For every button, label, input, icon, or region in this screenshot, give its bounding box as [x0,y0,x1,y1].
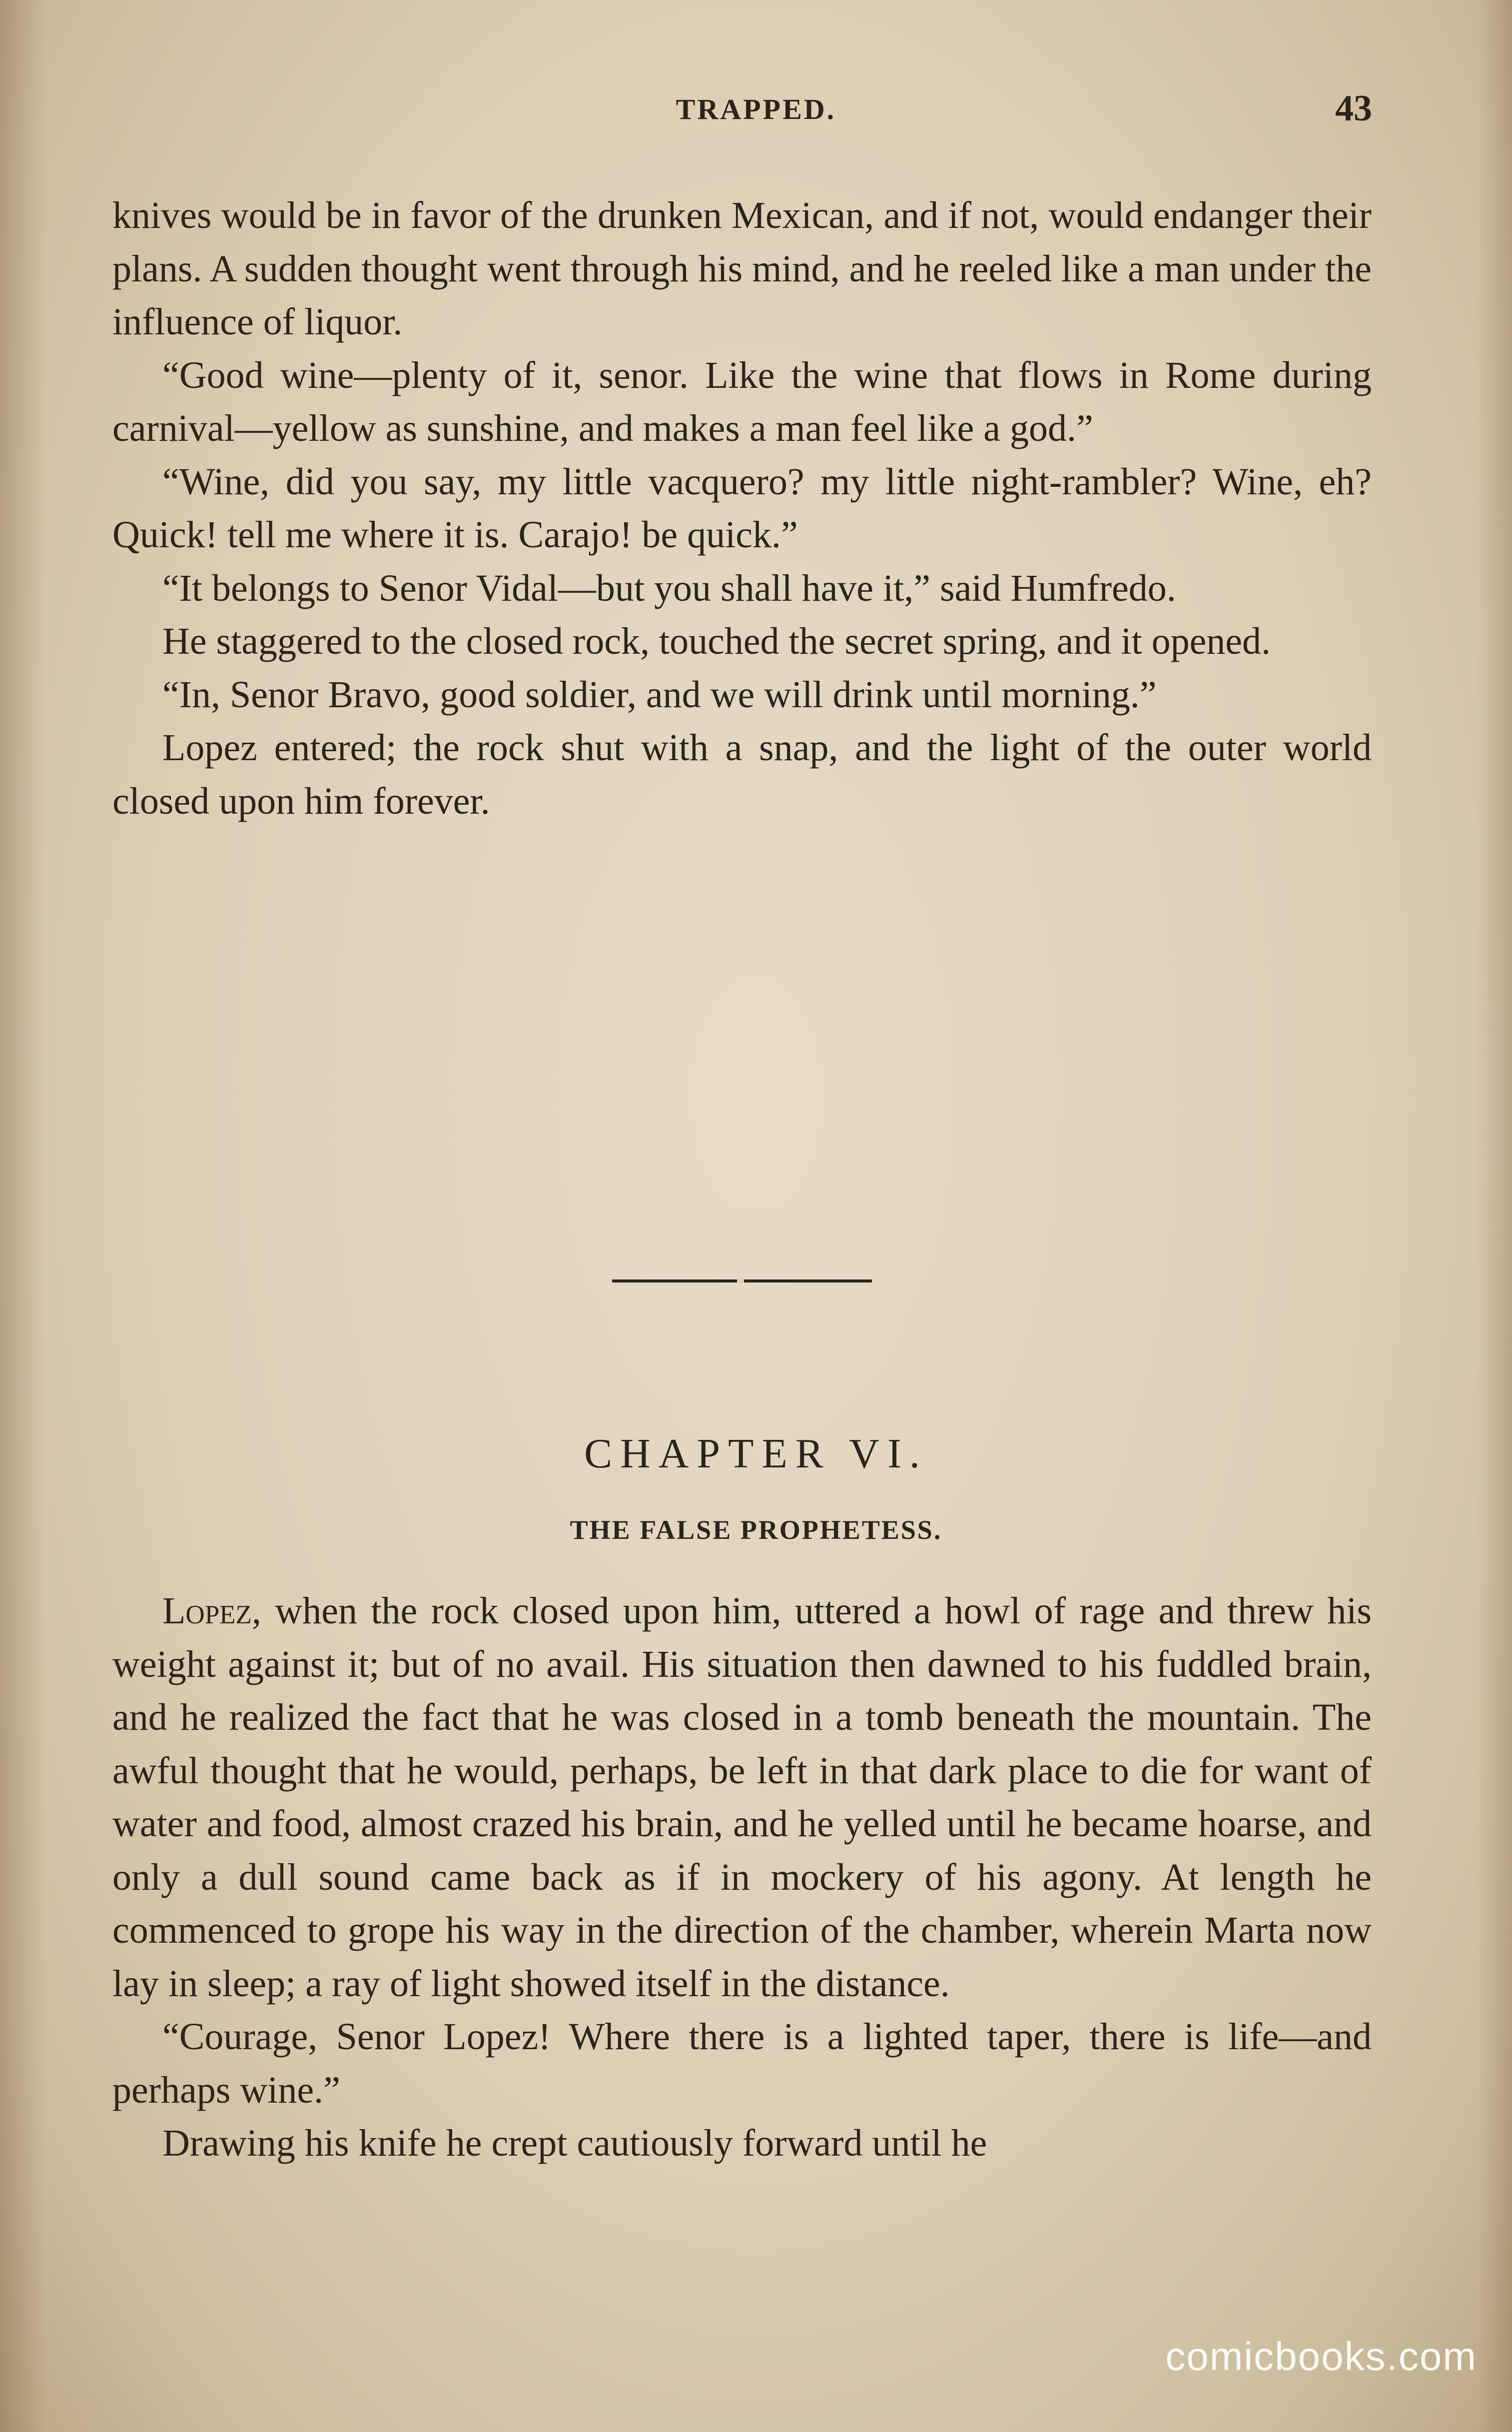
paragraph: “It belongs to Senor Vidal—but you shall have it,” said Humfredo. [162,567,1176,609]
chapter-first-word: Lopez, [162,1590,261,1632]
chapter-heading: CHAPTER VI. [584,1430,928,1477]
chapter-opening-text: when the rock closed upon him, uttered a howl of rage and threw his weight against it; but of no avail. His situation then dawned to his fuddled brain, and he realized the fact that he was closed in a tomb beneath the mountain. The awful thought that he would, perhaps, be left in that dark place to die for want of water and food, almost crazed his brain, and he yelled until he became hoarse, and only a dull sound came back as if in mockery of his agony. At length he commenced to grope his way in the direction of the chamber, wherein Marta now lay in sleep; a ray of light showed itself in the distance. [112,1590,1372,2005]
running-title: TRAPPED. [676,93,836,125]
paragraph: “Good wine—plenty of it, senor. Like the wine that flows in Rome during carnival—yellow as sunshine, and makes a man feel like a god.” [112,354,1372,449]
paragraph: “In, Senor Bravo, good soldier, and we will drink until morning.” [162,673,1157,716]
page-edge-shadow-left [0,0,45,2432]
watermark: comicbooks.com [1165,2334,1477,2379]
chapter-opening-paragraph [112,1584,1372,2010]
paragraph: “Wine, did you say, my little vacquero? my little night-rambler? Wine, eh? Quick! tell me where it is. Carajo! be quick.” [112,460,1372,556]
paragraph: He staggered to the closed rock, touched the secret spring, and it opened. [162,620,1271,662]
running-head [0,87,1512,132]
paragraph: Drawing his knife he crept cautiously forward until he [162,2122,987,2164]
page-edge-shadow-right [1477,0,1512,2432]
page-number: 43 [1335,88,1372,129]
body-text-top [112,189,1372,828]
chapter-subtitle: THE FALSE PROPHETESS. [570,1515,942,1545]
paragraph: “Courage, Senor Lopez! Where there is a lighted taper, there is life—and perhaps wine.” [112,2016,1372,2111]
paragraph: Lopez entered; the rock shut with a snap, and the light of the outer world closed upon him forever. [112,727,1372,822]
body-text-chapter [112,1584,1372,2170]
paragraph-continued: knives would be in favor of the drunken Mexican, and if not, would endanger their plans. A sudden thought went through his mind, and he reeled like a man under the influence of liquor. [112,194,1372,343]
chapter-divider-rule [612,1279,872,1282]
